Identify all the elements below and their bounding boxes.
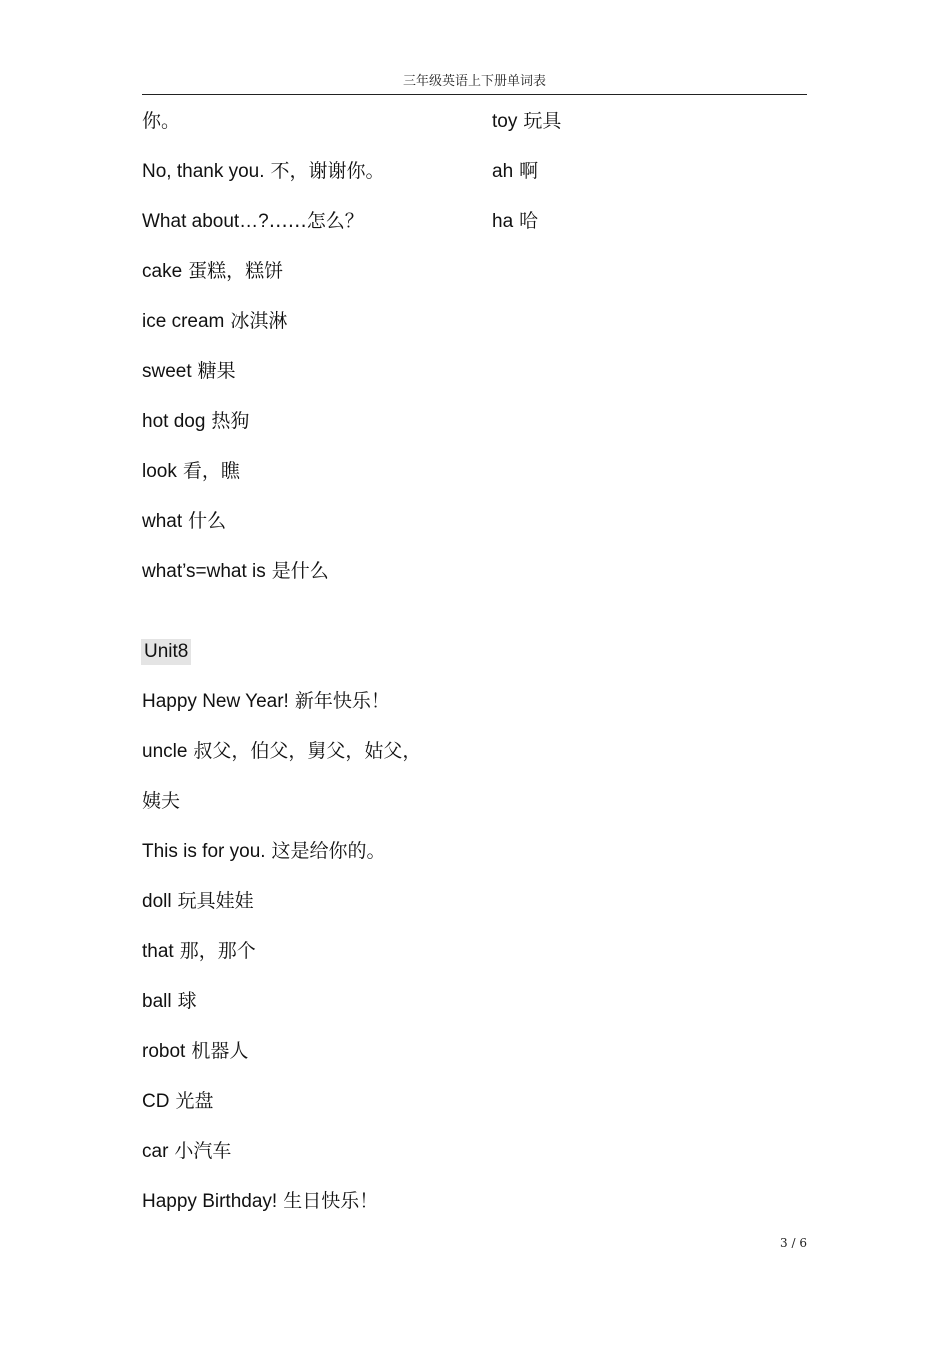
- vocab-chinese: 新年快乐！: [294, 690, 390, 712]
- vocab-chinese: 球: [177, 990, 197, 1012]
- vocab-entry: [142, 836, 482, 886]
- vocab-chinese: 什么: [188, 510, 227, 532]
- vocab-english: what: [142, 511, 183, 532]
- vocab-entry: [142, 1136, 482, 1186]
- unit-heading: Unit8: [141, 639, 191, 665]
- vocab-english: look: [142, 461, 177, 482]
- vocab-entry: [142, 1036, 482, 1086]
- vocab-english: ice cream: [142, 311, 225, 332]
- vocab-entry: [142, 736, 482, 786]
- vocab-chinese: 这是给你的。: [271, 840, 386, 862]
- vocab-english: toy: [492, 111, 518, 132]
- vocab-entry: [142, 886, 482, 936]
- section-spacer: [142, 606, 482, 636]
- vocab-chinese: 机器人: [191, 1040, 249, 1062]
- vocab-chinese: 冰淇淋: [230, 310, 288, 332]
- right-column: [492, 106, 807, 256]
- vocab-entry: [142, 306, 482, 356]
- vocab-entry: [142, 556, 482, 606]
- vocab-english: what’s=what is: [142, 561, 266, 582]
- unit-heading-row: [142, 636, 482, 686]
- vocab-chinese: 啊: [519, 160, 539, 182]
- vocab-entry: [142, 1186, 482, 1236]
- vocab-entry: [142, 456, 482, 506]
- vocab-chinese: ……怎么？: [268, 210, 364, 232]
- vocab-chinese: 不，谢谢你。: [270, 160, 385, 182]
- vocab-english: car: [142, 1141, 169, 1162]
- vocab-entry: [142, 1086, 482, 1136]
- vocab-english: This is for you.: [142, 841, 266, 862]
- vocab-english: Happy New Year!: [142, 691, 289, 712]
- vocab-chinese: 热狗: [211, 410, 250, 432]
- vocab-entry: [142, 406, 482, 456]
- vocab-english: ball: [142, 991, 172, 1012]
- vocab-english: uncle: [142, 741, 188, 762]
- vocab-entry: [142, 206, 482, 256]
- vocab-entry: [492, 156, 807, 206]
- vocab-entry: [142, 686, 482, 736]
- vocab-entry: [142, 156, 482, 206]
- vocab-chinese: 姨夫: [142, 790, 181, 812]
- vocab-chinese: 是什么: [271, 560, 329, 582]
- vocab-english: hot dog: [142, 411, 206, 432]
- page-header: 三年级英语上下册单词表: [402, 74, 546, 89]
- vocab-english: ah: [492, 161, 514, 182]
- vocab-chinese: 看，瞧: [182, 460, 240, 482]
- vocab-chinese: 玩具娃娃: [177, 890, 254, 912]
- vocab-entry: [142, 506, 482, 556]
- page-number: 3 / 6: [780, 1236, 807, 1250]
- vocab-chinese: 叔父，伯父，舅父，姑父，: [193, 740, 422, 762]
- vocab-chinese: 光盘: [175, 1090, 214, 1112]
- vocab-chinese: 玩具: [523, 110, 562, 132]
- vocab-chinese: 糖果: [197, 360, 236, 382]
- vocab-english: CD: [142, 1091, 170, 1112]
- vocab-entry: [142, 256, 482, 306]
- vocab-chinese: 小汽车: [174, 1140, 232, 1162]
- vocab-entry: [142, 786, 482, 836]
- vocab-chinese: 那，那个: [179, 940, 256, 962]
- vocab-english: sweet: [142, 361, 192, 382]
- vocab-entry: [142, 936, 482, 986]
- header-rule: [142, 94, 807, 95]
- vocab-entry: [142, 106, 482, 156]
- vocab-entry: [142, 986, 482, 1036]
- vocab-english: robot: [142, 1041, 186, 1062]
- left-column: [142, 106, 482, 1236]
- vocab-english: cake: [142, 261, 183, 282]
- vocab-english: ha: [492, 211, 514, 232]
- vocab-english: No, thank you.: [142, 161, 265, 182]
- vocab-entry: [142, 356, 482, 406]
- vocab-chinese: 哈: [519, 210, 539, 232]
- vocab-english: that: [142, 941, 174, 962]
- vocab-chinese: 你。: [142, 110, 181, 132]
- vocab-entry: [492, 206, 807, 256]
- vocab-english: What about…?: [142, 211, 269, 232]
- vocab-chinese: 蛋糕，糕饼: [188, 260, 284, 282]
- vocab-chinese: 生日快乐！: [283, 1190, 379, 1212]
- vocab-english: doll: [142, 891, 172, 912]
- vocab-entry: [492, 106, 807, 156]
- vocab-english: Happy Birthday!: [142, 1191, 278, 1212]
